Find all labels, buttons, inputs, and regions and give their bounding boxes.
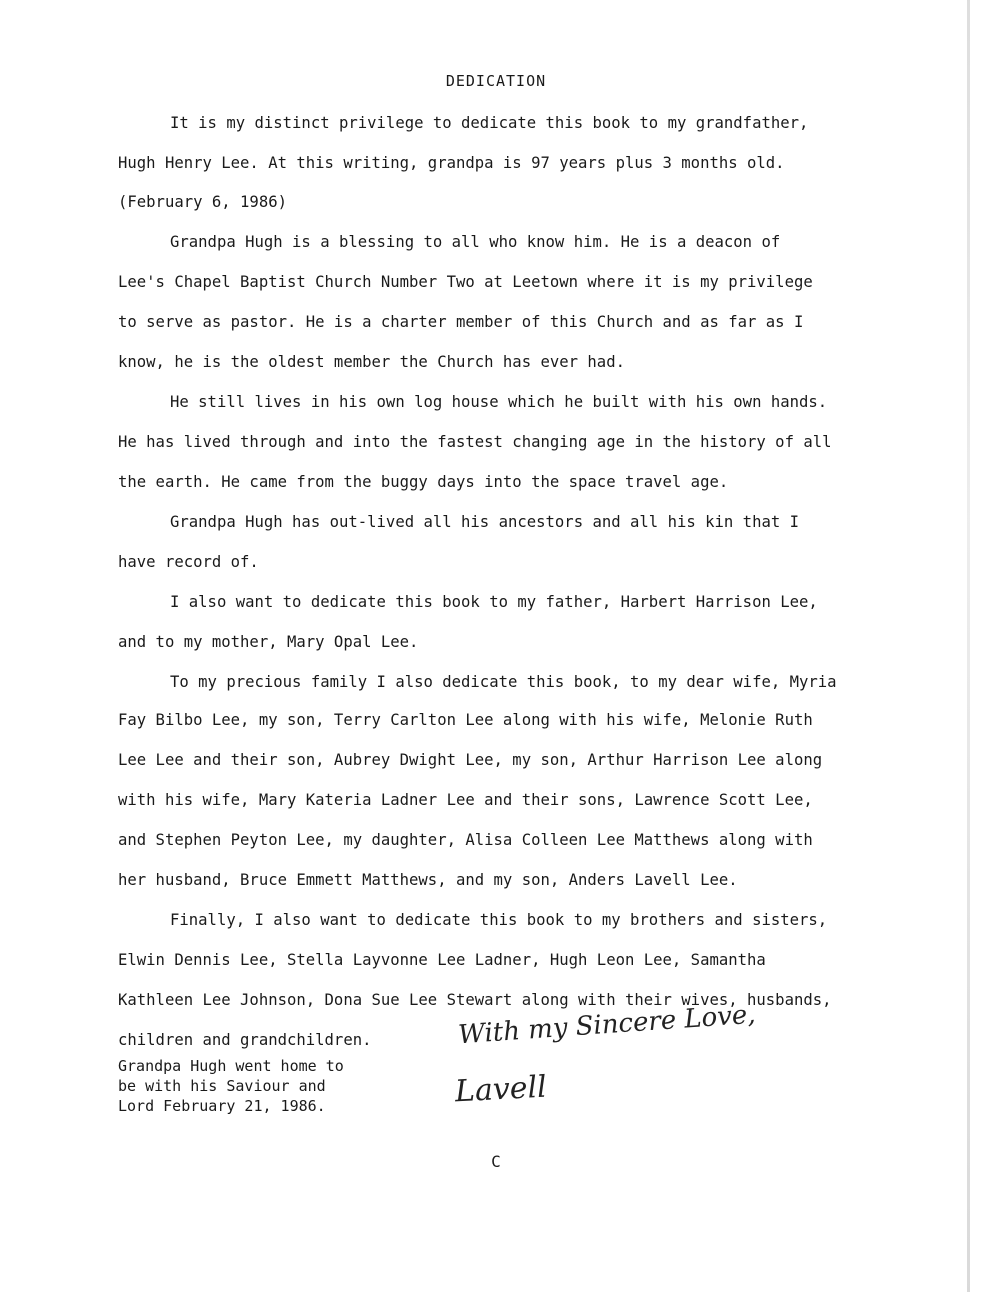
- body-line: know, he is the oldest member the Church has ever had.: [118, 353, 625, 371]
- page-number: C: [491, 1152, 501, 1171]
- body-line: with his wife, Mary Kateria Ladner Lee and their sons, Lawrence Scott Lee,: [118, 791, 813, 809]
- memorial-note-line: Grandpa Hugh went home to: [118, 1057, 344, 1075]
- page-title: DEDICATION: [445, 72, 547, 90]
- signature-closing: With my Sincere Love,: [457, 999, 757, 1051]
- body-line: Finally, I also want to dedicate this book to my brothers and sisters,: [170, 911, 828, 929]
- body-line: It is my distinct privilege to dedicate this book to my grandfather,: [170, 114, 809, 132]
- body-line: have record of.: [118, 553, 259, 571]
- body-line: and Stephen Peyton Lee, my daughter, Alisa Colleen Lee Matthews along with: [118, 831, 813, 849]
- body-line: Grandpa Hugh is a blessing to all who know him. He is a deacon of: [170, 233, 781, 251]
- body-line: (February 6, 1986): [118, 193, 287, 211]
- body-line: He has lived through and into the fastest changing age in the history of all: [118, 433, 832, 451]
- body-line: Lee's Chapel Baptist Church Number Two at Leetown where it is my privilege: [118, 273, 813, 291]
- memorial-note-line: Lord February 21, 1986.: [118, 1097, 326, 1115]
- scan-edge-shadow: [967, 0, 970, 1292]
- body-line: the earth. He came from the buggy days into the space travel age.: [118, 473, 729, 491]
- body-line: children and grandchildren.: [118, 1031, 372, 1049]
- memorial-note-line: be with his Saviour and: [118, 1077, 326, 1095]
- body-line: He still lives in his own log house which he built with his own hands.: [170, 393, 828, 411]
- body-line: Elwin Dennis Lee, Stella Layvonne Lee Ladner, Hugh Leon Lee, Samantha: [118, 951, 766, 969]
- body-line: I also want to dedicate this book to my father, Harbert Harrison Lee,: [170, 593, 818, 611]
- body-line: and to my mother, Mary Opal Lee.: [118, 633, 419, 651]
- body-line: Kathleen Lee Johnson, Dona Sue Lee Stewart along with their wives, husbands,: [118, 991, 832, 1009]
- body-line: Hugh Henry Lee. At this writing, grandpa is 97 years plus 3 months old.: [118, 154, 785, 172]
- body-line: To my precious family I also dedicate this book, to my dear wife, Myria: [170, 673, 837, 691]
- signature-name: Lavell: [454, 1069, 548, 1110]
- body-line: Fay Bilbo Lee, my son, Terry Carlton Lee along with his wife, Melonie Ruth: [118, 711, 813, 729]
- body-line: Grandpa Hugh has out-lived all his ancestors and all his kin that I: [170, 513, 800, 531]
- body-line: her husband, Bruce Emmett Matthews, and my son, Anders Lavell Lee.: [118, 871, 738, 889]
- body-line: Lee Lee and their son, Aubrey Dwight Lee, my son, Arthur Harrison Lee along: [118, 751, 823, 769]
- body-line: to serve as pastor. He is a charter member of this Church and as far as I: [118, 313, 804, 331]
